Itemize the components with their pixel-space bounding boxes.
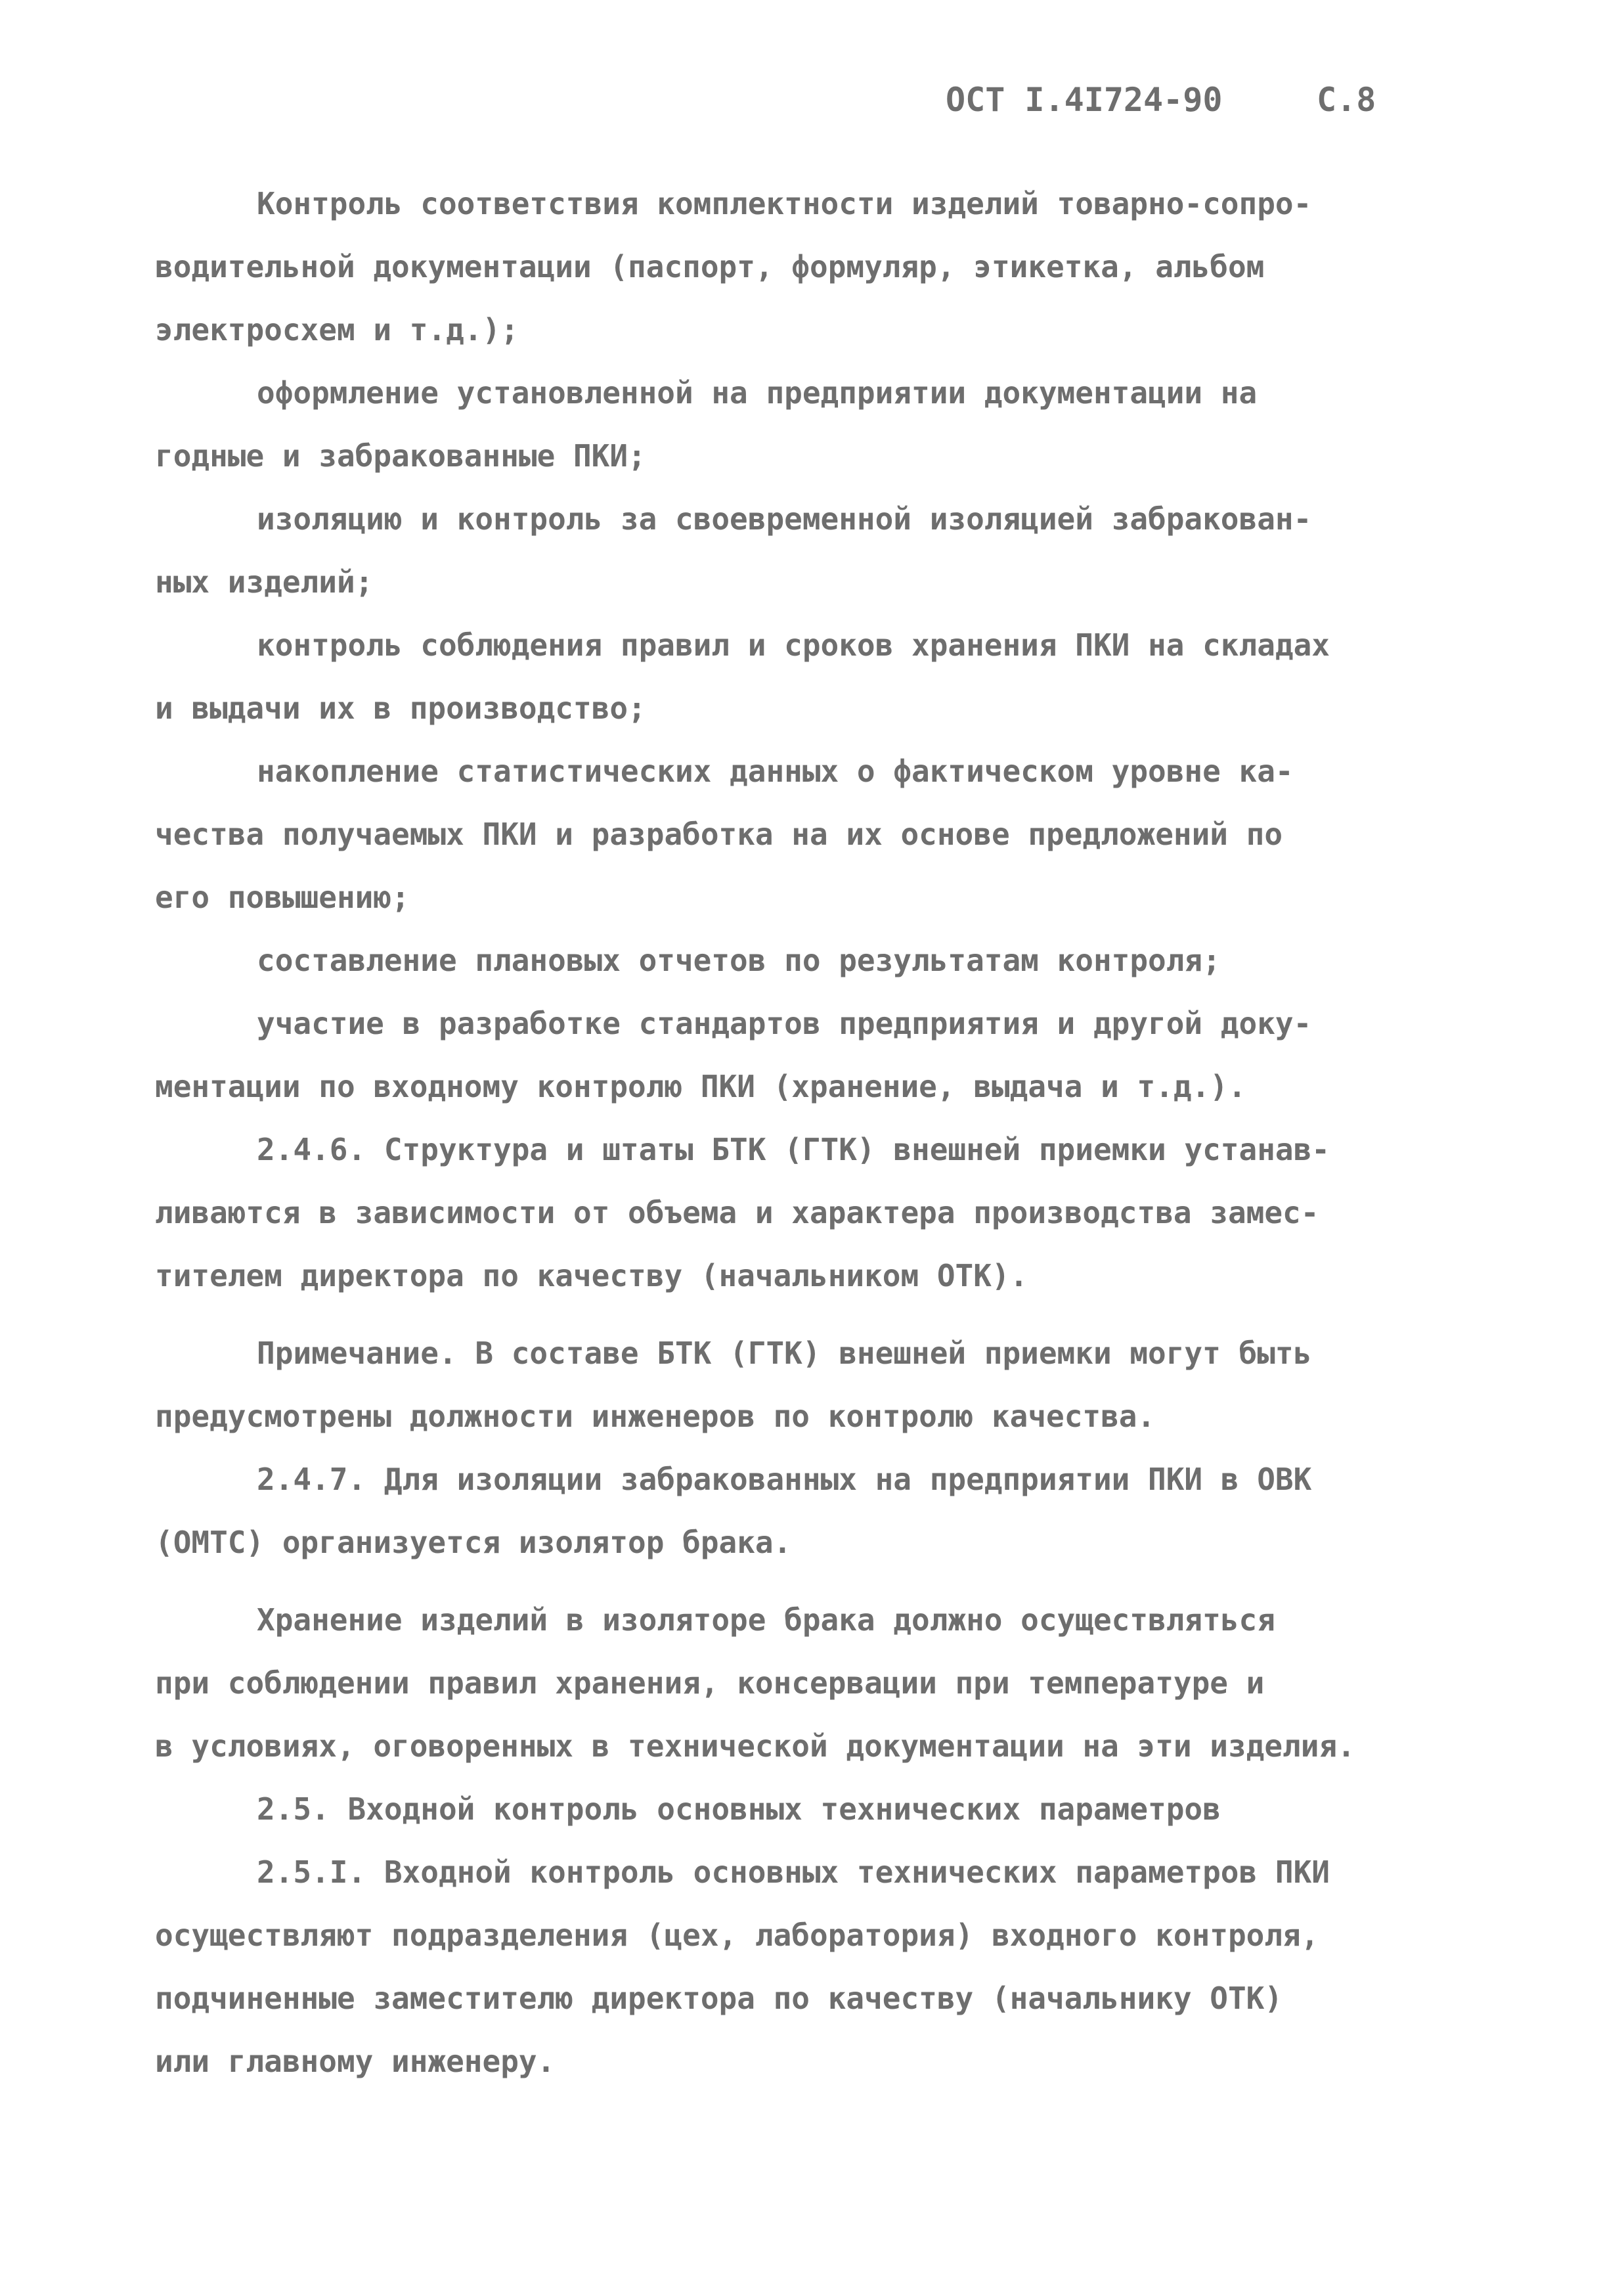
text-line: или главному инженеру. (155, 2044, 556, 2079)
text-line: составление плановых отчетов по результатам контроля; (257, 943, 1221, 978)
text-line: Хранение изделий в изоляторе брака должно осуществляться (257, 1602, 1275, 1638)
document-body (155, 172, 1475, 2093)
text-line: (ОМТС) организуется изолятор брака. (155, 1525, 792, 1560)
section-2-4-6: 2.4.6. Структура и штаты БТК (ГТК) внешней приемки устанав- (257, 1132, 1330, 1167)
text-line: ментации по входному контролю ПКИ (хранение, выдача и т.д.). (155, 1069, 1246, 1104)
text-line: изоляцию и контроль за своевременной изоляцией забракован- (257, 501, 1312, 537)
standard-number: ОСТ I.4I724-90 (946, 81, 1223, 119)
text-line: его повышению; (155, 880, 410, 915)
text-line: накопление статистических данных о фактическом уровне ка- (257, 753, 1294, 789)
section-2-5-heading: 2.5. Входной контроль основных технических параметров (257, 1791, 1221, 1827)
text-line: Контроль соответствия комплектности изделий товарно-сопро- (257, 186, 1312, 221)
text-line: ливаются в зависимости от объема и характера производства замес- (155, 1195, 1319, 1230)
text-line: электросхем и т.д.); (155, 312, 519, 347)
text-line: оформление установленной на предприятии документации на (257, 375, 1258, 411)
section-2-4-7: 2.4.7. Для изоляции забракованных на предприятии ПКИ в ОВК (257, 1462, 1312, 1497)
text-line: подчиненные заместителю директора по качеству (начальнику ОТК) (155, 1981, 1283, 2016)
text-line: чества получаемых ПКИ и разработка на их основе предложений по (155, 817, 1283, 852)
text-line: тителем директора по качеству (начальником ОТК). (155, 1258, 1028, 1293)
text-line: годные и забракованные ПКИ; (155, 438, 646, 474)
text-line: и выдачи их в производство; (155, 690, 646, 726)
text-line: контроль соблюдения правил и сроков хранения ПКИ на складах (257, 627, 1330, 663)
text-line: водительной документации (паспорт, формуляр, этикетка, альбом (155, 249, 1265, 284)
text-line: ных изделий; (155, 564, 374, 600)
note-line: Примечание. В составе БТК (ГТК) внешней приемки могут быть (257, 1335, 1312, 1371)
page-number: С.8 (1317, 81, 1376, 119)
text-line: в условиях, оговоренных в технической документации на эти изделия. (155, 1728, 1355, 1764)
page-header (946, 74, 1392, 126)
note-line: предусмотрены должности инженеров по контролю качества. (155, 1399, 1156, 1434)
section-2-5-1: 2.5.I. Входной контроль основных технических параметров ПКИ (257, 1854, 1330, 1890)
text-line: при соблюдении правил хранения, консервации при температуре и (155, 1665, 1265, 1701)
text-line: участие в разработке стандартов предприятия и другой доку- (257, 1006, 1312, 1041)
text-line: осуществляют подразделения (цех, лаборатория) входного контроля, (155, 1917, 1319, 1953)
